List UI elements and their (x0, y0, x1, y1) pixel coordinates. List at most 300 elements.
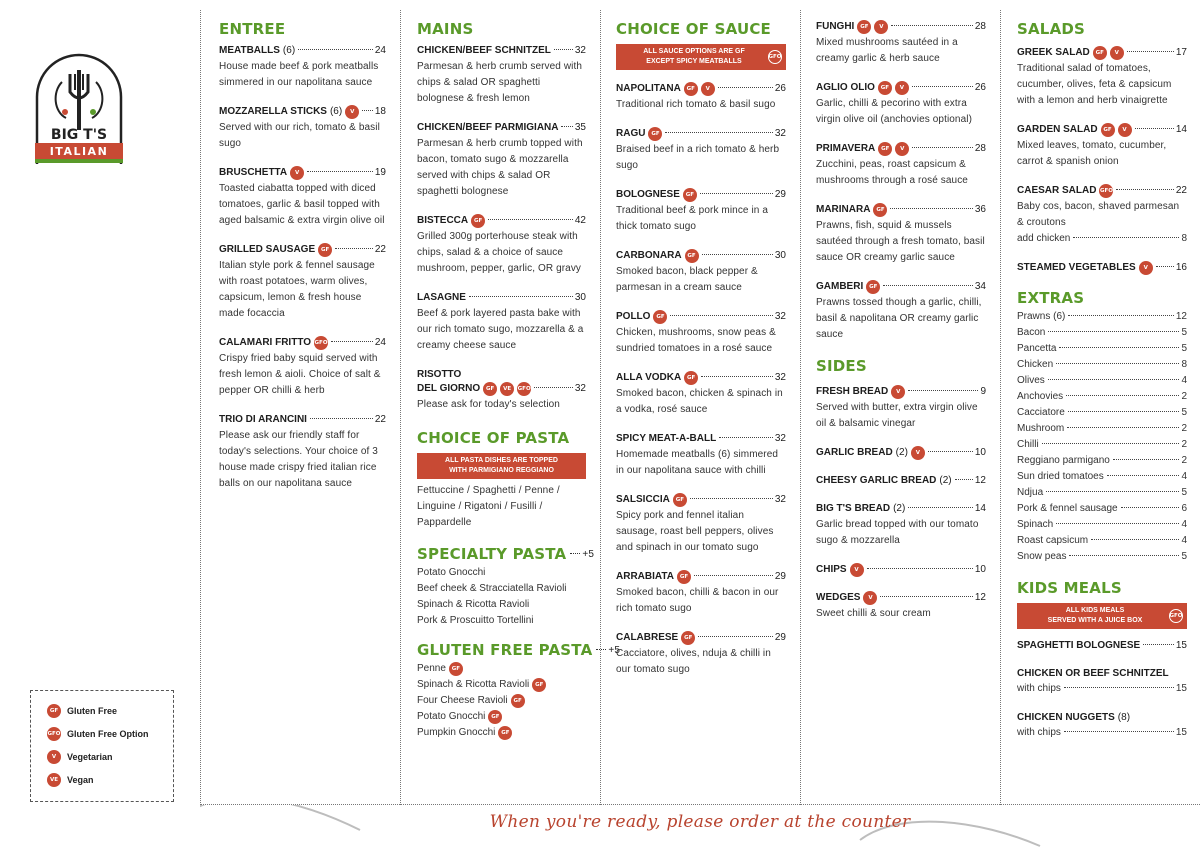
menu-item (816, 591, 986, 622)
gf-pasta-name: Four Cheese Ravioli (417, 695, 508, 706)
dot-leader (1121, 507, 1180, 508)
item-qty: (6) (282, 45, 296, 56)
item-qty: (2) (939, 475, 952, 486)
extra-item (1017, 405, 1187, 421)
item-name: BOLOGNESE (616, 189, 680, 200)
gluten-free-pasta-title: GLUTEN FREE PASTA (417, 641, 593, 659)
menu-item (616, 371, 786, 418)
extra-name: Olives (1017, 375, 1045, 386)
extra-price: 6 (1181, 503, 1187, 514)
extra-price: 2 (1181, 455, 1187, 466)
item-name-line (1017, 667, 1187, 681)
item-desc: Please ask our friendly staff for today's selections. Your choice of 3 house made crispy fried italian rice balls on our napolitana sauce (219, 430, 378, 489)
item-name-line (616, 570, 786, 584)
menu-item (616, 188, 786, 235)
logo-line2: ITALIAN (49, 145, 109, 158)
item-name: MOZZARELLA STICKS (219, 106, 327, 117)
extra-name: Prawns (6) (1017, 311, 1066, 322)
dot-leader (665, 132, 772, 133)
item-name-line (1017, 184, 1187, 198)
dot-leader (1127, 51, 1174, 52)
dot-leader (534, 387, 573, 388)
dot-leader (912, 86, 973, 87)
extra-price: 12 (1175, 311, 1187, 322)
menu-item (219, 166, 386, 229)
extra-name: Pork & fennel sausage (1017, 503, 1118, 514)
item-name-line (616, 127, 786, 141)
extra-price: 4 (1181, 471, 1187, 482)
item-name: LASAGNE (417, 292, 466, 303)
kids-banner-line2: SERVED WITH A JUICE BOX (1047, 617, 1143, 624)
extra-price: 5 (1181, 487, 1187, 498)
item-price: 19 (374, 167, 386, 178)
extra-item (1017, 309, 1187, 325)
dot-leader (1069, 555, 1179, 556)
dot-leader (908, 390, 978, 391)
gf-badge-icon: GF (532, 678, 546, 692)
menu-item (1017, 123, 1187, 170)
gfo-badge-icon: GFO (1169, 609, 1183, 623)
item-name-line (616, 188, 786, 202)
legend-label: Gluten Free (67, 705, 118, 716)
item-name-line (417, 214, 586, 228)
item-name: MEATBALLS (219, 45, 280, 56)
extra-item (1017, 325, 1187, 341)
item-price: 36 (974, 204, 986, 215)
dot-leader (488, 219, 573, 220)
extra-name: Sun dried tomatoes (1017, 471, 1104, 482)
extra-item (1017, 357, 1187, 373)
column-sauces-sides (801, 10, 1001, 805)
item-price: 30 (774, 250, 786, 261)
extra-price: 5 (1181, 407, 1187, 418)
dietary-legend (30, 690, 174, 802)
gf-pasta-name: Pumpkin Gnocchi (417, 727, 496, 738)
extra-name: Spinach (1017, 519, 1054, 530)
dot-leader (867, 568, 973, 569)
extra-price: 4 (1181, 375, 1187, 386)
pasta-banner-line2: WITH PARMIGIANO REGGIANO (449, 467, 554, 474)
gf-badge-icon: GF (684, 82, 698, 96)
item-price: 32 (774, 128, 786, 139)
item-name: CHIPS (816, 564, 847, 575)
dot-leader (912, 147, 973, 148)
menu-item (1017, 184, 1187, 247)
menu-item (616, 82, 786, 113)
v-badge-icon: V (1118, 123, 1132, 137)
legend-row (47, 699, 165, 722)
extra-item (1017, 453, 1187, 469)
extra-name: Roast capsicum (1017, 535, 1089, 546)
item-desc: Garlic bread topped with our tomato sugo & mozzarella (816, 519, 979, 546)
section-title-choice-of-pasta: CHOICE OF PASTA (417, 429, 570, 447)
kids-banner-line1: ALL KIDS MEALS (1065, 607, 1125, 614)
item-price: 24 (374, 337, 386, 348)
item-name-line (816, 591, 986, 605)
item-desc: Smoked bacon, black pepper & parmesan in a cream sauce (616, 266, 758, 293)
item-desc: Prawns, fish, squid & mussels sautéed through a fresh tomato, basil sauce OR creamy garlic sauce (816, 220, 985, 263)
menu-item (816, 563, 986, 577)
extra-item (1017, 517, 1187, 533)
dot-leader (694, 575, 773, 576)
item-name-line (816, 502, 986, 516)
extra-name: Reggiano parmigano (1017, 455, 1110, 466)
item-name: GAMBERI (816, 281, 864, 292)
dot-leader (1056, 363, 1179, 364)
dot-leader (469, 296, 573, 297)
menu-item (1017, 261, 1187, 275)
extra-name: Anchovies (1017, 391, 1064, 402)
dot-leader (1068, 411, 1180, 412)
gf-badge-icon: GF (683, 188, 697, 202)
ve-badge-icon: VE (47, 773, 61, 787)
kids-sub: with chips (1017, 727, 1061, 738)
specialty-pasta-item: Beef cheek & Stracciatella Ravioli (417, 583, 567, 594)
item-name-line (616, 631, 786, 645)
item-price: 32 (574, 383, 586, 394)
extra-price: 5 (1181, 343, 1187, 354)
dot-leader (1135, 128, 1174, 129)
item-price: 26 (974, 82, 986, 93)
item-name-line (219, 105, 386, 119)
sauce-banner-line2: EXCEPT SPICY MEATBALLS (646, 58, 742, 65)
menu-item (816, 20, 986, 67)
item-price: 42 (574, 215, 586, 226)
item-desc: Traditional rich tomato & basil sugo (616, 99, 776, 110)
risotto-item (417, 368, 586, 413)
item-name-line (616, 432, 786, 446)
menu-item (417, 44, 586, 107)
gf-badge-icon: GF (866, 280, 880, 294)
gluten-free-pasta-item (417, 709, 586, 725)
dot-leader (891, 25, 973, 26)
item-qty: (8) (1117, 712, 1131, 723)
dot-leader (1042, 443, 1180, 444)
gf-badge-icon: GF (673, 493, 687, 507)
extra-price: 2 (1181, 423, 1187, 434)
menu-item (816, 385, 986, 432)
item-name-line (816, 446, 986, 460)
menu-item (616, 310, 786, 357)
extra-name: Bacon (1017, 327, 1046, 338)
item-desc: Baby cos, bacon, shaved parmesan & croutons (1017, 201, 1180, 228)
menu-item (816, 474, 986, 488)
item-name-line (616, 249, 786, 263)
legend-label: Vegan (67, 774, 94, 785)
menu-item (1017, 46, 1187, 109)
item-desc: Traditional salad of tomatoes, cucumber, olives, feta & capsicum with a lemon and herb vinaigrette (1017, 63, 1172, 106)
item-name: BISTECCA (417, 215, 469, 226)
menu-item (219, 44, 386, 91)
dot-leader (1056, 523, 1179, 524)
gf-badge-icon: GF (878, 142, 892, 156)
item-name: SALSICCIA (616, 494, 670, 505)
extra-item (1017, 421, 1187, 437)
item-name: CHICKEN/BEEF PARMIGIANA (417, 122, 559, 133)
menu-board (200, 10, 1200, 805)
item-price: 15 (1175, 727, 1187, 738)
item-price: 12 (974, 592, 986, 603)
gfo-badge-icon: GFO (768, 50, 782, 64)
v-badge-icon: V (895, 81, 909, 95)
dot-leader (335, 248, 373, 249)
item-name: GARLIC BREAD (816, 447, 893, 458)
item-price: 28 (974, 21, 986, 32)
item-desc: Toasted ciabatta topped with diced tomatoes, garlic & basil topped with aged balsamic & extra virgin olive oil (219, 183, 385, 226)
dot-leader (307, 171, 373, 172)
v-badge-icon: V (850, 563, 864, 577)
dot-leader (698, 636, 773, 637)
gf-badge-icon: GF (318, 243, 332, 257)
item-price: 32 (774, 372, 786, 383)
dot-leader (1143, 644, 1174, 645)
item-desc: Cacciatore, olives, nduja & chilli in our tomato sugo (616, 648, 771, 675)
item-desc: Sweet chilli & sour cream (816, 608, 931, 619)
item-name: GRILLED SAUSAGE (219, 244, 316, 255)
extra-name: Chilli (1017, 439, 1039, 450)
specialty-pasta-item: Pork & Proscuitto Tortellini (417, 615, 534, 626)
menu-item (616, 570, 786, 617)
menu-item (219, 105, 386, 152)
item-price: 29 (774, 189, 786, 200)
dot-leader (1113, 459, 1180, 460)
extra-price: 2 (1181, 391, 1187, 402)
v-badge-icon: V (911, 446, 925, 460)
ve-badge-icon: VE (500, 382, 514, 396)
extra-item (1017, 437, 1187, 453)
gluten-free-pasta-item (417, 661, 586, 677)
menu-item (816, 203, 986, 266)
item-name: POLLO (616, 311, 651, 322)
dot-leader (362, 110, 373, 111)
item-price: 28 (974, 143, 986, 154)
specialty-pasta-title: SPECIALTY PASTA (417, 545, 567, 563)
dot-leader (1073, 237, 1179, 238)
dot-leader (719, 437, 773, 438)
menu-item (616, 249, 786, 296)
item-price: 17 (1175, 47, 1187, 58)
section-title-extras: EXTRAS (1017, 289, 1085, 307)
extra-name: Pancetta (1017, 343, 1057, 354)
menu-item (616, 432, 786, 479)
specialty-pasta-price: +5 (582, 548, 595, 560)
gfo-badge-icon: GFO (314, 336, 328, 350)
extra-price: 4 (1181, 519, 1187, 530)
dot-leader (1064, 687, 1174, 688)
dot-leader (928, 451, 973, 452)
item-name: CHICKEN OR BEEF SCHNITZEL (1017, 668, 1169, 679)
item-name-line (417, 121, 586, 135)
item-name: MARINARA (816, 204, 871, 215)
item-name: GREEK SALAD (1017, 47, 1090, 58)
extra-name: Ndjua (1017, 487, 1044, 498)
item-price: 35 (574, 122, 586, 133)
item-desc: Zucchini, peas, roast capsicum & mushrooms through a rosé sauce (816, 159, 968, 186)
kids-sub-row (1017, 681, 1187, 697)
extra-price: 5 (1181, 551, 1187, 562)
item-price: 14 (974, 503, 986, 514)
dot-leader (561, 126, 572, 127)
column-entree (201, 10, 401, 805)
item-desc: Served with our rich, tomato & basil sugo (219, 122, 380, 149)
item-name-line (816, 474, 986, 488)
item-name: CALABRESE (616, 632, 679, 643)
dot-leader (1059, 347, 1179, 348)
legend-label: Vegetarian (67, 751, 113, 762)
item-name: AGLIO OLIO (816, 82, 875, 93)
item-name: CARBONARA (616, 250, 682, 261)
extra-item (1017, 485, 1187, 501)
menu-item (816, 446, 986, 460)
extra-item (1017, 469, 1187, 485)
item-desc: Mixed leaves, tomato, cucumber, carrot & spanish onion (1017, 140, 1167, 167)
menu-item (816, 502, 986, 549)
v-badge-icon: V (895, 142, 909, 156)
item-desc: Spicy pork and fennel italian sausage, roast bell peppers, olives and spinach in our tomato sugo (616, 510, 774, 553)
dot-leader (1048, 379, 1180, 380)
order-at-counter-note: When you're ready, please order at the counter (489, 812, 911, 832)
item-name-line (616, 493, 786, 507)
item-name: FRESH BREAD (816, 386, 889, 397)
gf-badge-icon: GF (857, 20, 871, 34)
extra-name: Snow peas (1017, 551, 1067, 562)
v-badge-icon: V (1139, 261, 1153, 275)
sauce-banner-line1: ALL SAUCE OPTIONS ARE GF (643, 48, 745, 55)
item-price: 32 (574, 45, 586, 56)
item-desc: Chicken, mushrooms, snow peas & sundried tomatoes in a rosé sauce (616, 327, 776, 354)
gf-badge-icon: GF (681, 631, 695, 645)
dot-leader (718, 87, 773, 88)
specialty-pasta-item: Potato Gnocchi (417, 567, 486, 578)
gf-badge-icon: GF (653, 310, 667, 324)
item-name: PRIMAVERA (816, 143, 876, 154)
extra-name: Chicken (1017, 359, 1054, 370)
column-mains (401, 10, 621, 805)
menu-item (616, 127, 786, 174)
section-title-choice-of-sauce: CHOICE OF SAUCE (616, 20, 771, 38)
item-name: ALLA VODKA (616, 372, 682, 383)
risotto-line2: DEL GIORNO (417, 383, 481, 394)
item-price: 22 (1175, 185, 1187, 196)
item-name-line (616, 371, 786, 385)
gf-pasta-name: Penne (417, 663, 446, 674)
menu-item (616, 631, 786, 678)
item-desc: Italian style pork & fennel sausage with roast potatoes, warm olives, capsicum, lemon & fresh house made focaccia (219, 260, 375, 319)
item-price: 15 (1175, 683, 1187, 694)
item-desc: Served with butter, extra virgin olive oil & balsamic vinegar (816, 402, 978, 429)
v-badge-icon: V (701, 82, 715, 96)
extra-item (1017, 501, 1187, 517)
item-name-line (219, 166, 386, 180)
item-name-line (1017, 711, 1187, 725)
pasta-banner-line1: ALL PASTA DISHES ARE TOPPED (445, 457, 558, 464)
dot-leader (331, 341, 373, 342)
menu-item (417, 121, 586, 200)
gf-pasta-name: Potato Gnocchi (417, 711, 486, 722)
dot-leader (1107, 475, 1180, 476)
item-name: CHEESY GARLIC BREAD (816, 475, 937, 486)
menu-item (816, 81, 986, 128)
item-name-line (816, 280, 986, 294)
kids-sub: with chips (1017, 683, 1061, 694)
big-ts-logo (32, 52, 126, 164)
add-chicken-row (1017, 231, 1187, 247)
dot-leader (890, 208, 972, 209)
item-price: 32 (774, 311, 786, 322)
item-desc: Smoked bacon, chilli & bacon in our rich tomato sugo (616, 587, 779, 614)
dot-leader (1064, 731, 1174, 732)
item-price: 15 (1175, 640, 1187, 651)
gf-badge-icon: GF (483, 382, 497, 396)
item-name-line (1017, 46, 1187, 60)
v-badge-icon: V (290, 166, 304, 180)
gf-pasta-name: Spinach & Ricotta Ravioli (417, 679, 530, 690)
item-price: 16 (1175, 262, 1187, 273)
menu-item (219, 336, 386, 399)
item-name: SPICY MEAT-A-BALL (616, 433, 717, 444)
item-name: WEDGES (816, 592, 861, 603)
item-price: 29 (774, 571, 786, 582)
gluten-free-pasta-item (417, 725, 586, 741)
menu-item (417, 291, 586, 354)
item-name-line (219, 336, 386, 350)
item-desc: Parmesan & herb crumb served with chips & salad OR spaghetti bolognese & fresh lemon (417, 61, 583, 104)
extra-name: Cacciatore (1017, 407, 1065, 418)
logo-line1: BIG T'S (50, 127, 108, 143)
item-price: 22 (374, 414, 386, 425)
menu-item (616, 493, 786, 556)
kids-meal-item (1017, 667, 1187, 697)
item-name-line (816, 385, 986, 399)
item-price: 34 (974, 281, 986, 292)
item-price: 14 (1175, 124, 1187, 135)
item-desc: Beef & pork layered pasta bake with our rich tomato sugo, mozzarella & a creamy cheese sauce (417, 308, 584, 351)
v-badge-icon: V (1110, 46, 1124, 60)
item-desc: Parmesan & herb crumb topped with bacon, tomato sugo & mozzarella served with chips & salad OR spaghetti bolognese (417, 138, 583, 197)
item-desc: Braised beef in a rich tomato & herb sugo (616, 144, 780, 171)
item-name-line (219, 44, 386, 58)
item-name: CHICKEN NUGGETS (1017, 712, 1115, 723)
dot-leader (298, 49, 373, 50)
gfo-badge-icon: GFO (1099, 184, 1113, 198)
column-sauces (601, 10, 801, 805)
v-badge-icon: V (47, 750, 61, 764)
gf-badge-icon: GF (488, 710, 502, 724)
item-name: BIG T'S BREAD (816, 503, 891, 514)
gf-badge-icon: GF (677, 570, 691, 584)
item-desc: Mixed mushrooms sautéed in a creamy garlic & herb sauce (816, 37, 958, 64)
section-title-sides: SIDES (816, 357, 867, 375)
item-price: 30 (574, 292, 586, 303)
menu-item (219, 413, 386, 492)
kids-sub-row (1017, 725, 1187, 741)
sauce-banner (616, 44, 786, 70)
section-title-specialty-pasta (417, 545, 595, 563)
risotto-line1: RISOTTO (417, 369, 462, 380)
extra-price: 4 (1181, 535, 1187, 546)
gf-badge-icon: GF (878, 81, 892, 95)
item-price: 32 (774, 433, 786, 444)
item-desc: Crispy fried baby squid served with fresh lemon & aioli. Choice of salt & pepper OR chilli & herb (219, 353, 381, 396)
section-title-mains: MAINS (417, 20, 474, 38)
v-badge-icon: V (874, 20, 888, 34)
extra-item (1017, 549, 1187, 565)
dot-leader (690, 498, 773, 499)
item-name: STEAMED VEGETABLES (1017, 262, 1136, 273)
gf-badge-icon: GF (648, 127, 662, 141)
kids-meal-item (1017, 711, 1187, 741)
section-title-salads: SALADS (1017, 20, 1086, 38)
